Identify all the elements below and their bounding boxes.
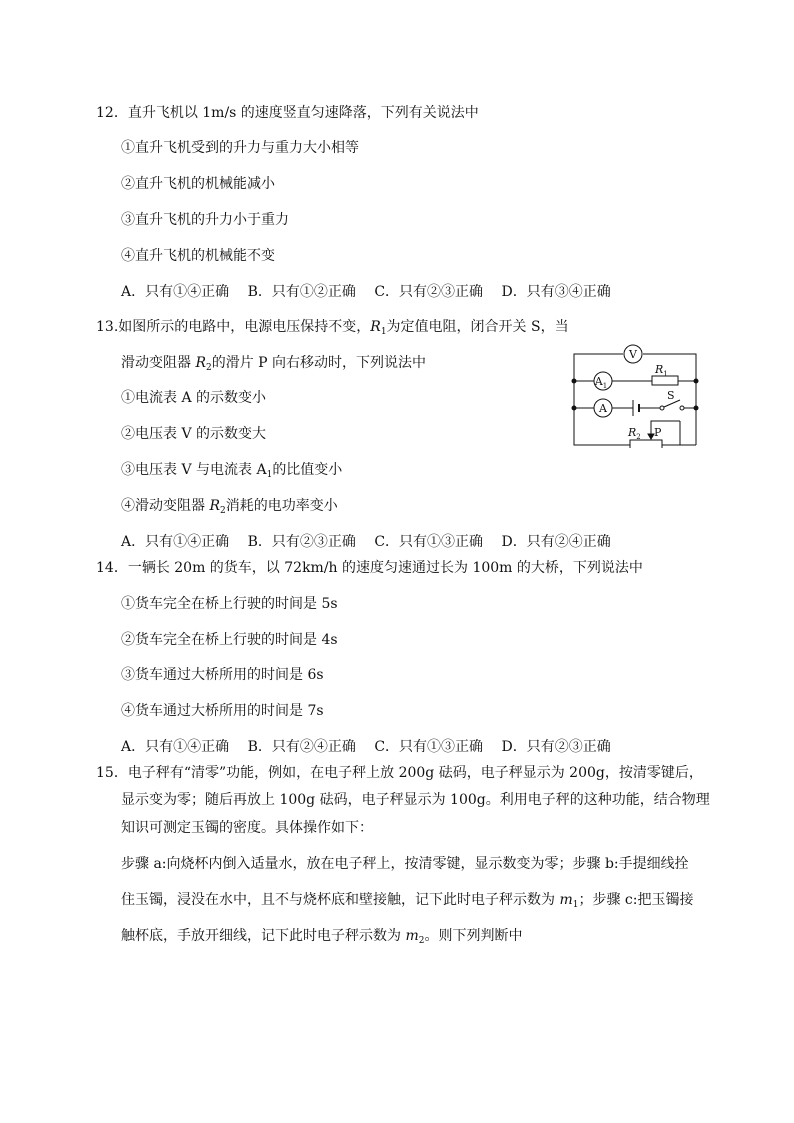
voltmeter-label: V: [629, 348, 637, 361]
q13-choice-a: A．只有①④正确: [121, 534, 230, 550]
q13-item-2: ②电压表 V 的示数变大: [121, 426, 267, 442]
q13-choices: [121, 532, 625, 552]
slider-label: P: [654, 426, 662, 439]
q13-line2-part2: 的滑片 P 向右移动时，下列说法中: [211, 355, 427, 371]
q15-line-5: [121, 890, 693, 915]
q13-stem-part2: 为定值电阻，闭合开关 S，当: [386, 319, 569, 335]
rheostat-label: [627, 426, 641, 441]
q14-stem: 14．一辆长 20m 的货车，以 72km/h 的速度匀速通过长为 100m 的大桥，下列说法中: [96, 560, 643, 576]
q13-choice-b: B．只有②③正确: [247, 534, 356, 550]
q13-r1-sub: 1: [380, 327, 387, 337]
switch-label: S: [667, 389, 675, 402]
circuit-diagram: [566, 343, 701, 448]
ammeter-a1-sub: 1: [602, 382, 608, 390]
q15-line5-part2: ；步骤 c:把玉镯接: [578, 892, 694, 908]
q15-m1-symbol: m: [559, 892, 573, 908]
q13-r1-symbol: R: [370, 319, 381, 335]
q12-choice-c: C．只有②③正确: [374, 284, 484, 300]
q13-r2-symbol: R: [195, 355, 206, 371]
q14-choice-b: B．只有②④正确: [247, 739, 356, 755]
q14-item-1: ①货车完全在桥上行驶的时间是 5s: [121, 596, 338, 612]
q15-line-4: 步骤 a:向烧杯内倒入适量水，放在电子秤上，按清零键，显示数变为零；步骤 b:手提细线拴: [121, 856, 689, 872]
q15-line-6: [121, 926, 522, 951]
q15-line6-part2: 。则下列判断中: [424, 928, 523, 944]
resistor-r1-letter: R: [655, 363, 664, 376]
q12-choice-d: D．只有③④正确: [501, 284, 611, 300]
q13-item-1: ①电流表 A 的示数变小: [121, 390, 267, 406]
q12-item-1: ①直升飞机受到的升力与重力大小相等: [121, 140, 359, 156]
q13-line2-part1: 滑动变阻器: [121, 355, 196, 371]
q14-choice-d: D．只有②③正确: [501, 739, 611, 755]
q15-line-1: 15．电子秤有“清零”功能，例如，在电子秤上放 200g 砝码，电子秤显示为 200g，按清零键后，: [96, 765, 703, 781]
q13-item4-r2-sub: 2: [220, 506, 226, 516]
switch-pivot: [660, 406, 664, 410]
q13-item3-sub: 1: [266, 470, 273, 480]
rheostat-letter: R: [628, 426, 637, 439]
rheostat-r2: [630, 440, 662, 448]
q13-line2: [121, 353, 426, 378]
q15-m2-sub: 2: [418, 936, 425, 946]
rheostat-sub: 2: [636, 433, 641, 441]
q13-item-3: [121, 460, 342, 485]
q12-item-4: ④直升飞机的机械能不变: [121, 248, 275, 264]
q13-stem-part1: 13.如图所示的电路中，电源电压保持不变，: [96, 319, 371, 335]
q13-item4-part1: ④滑动变阻器: [121, 498, 210, 514]
q12-stem: 12．直升飞机以 1m/s 的速度竖直匀速降落，下列有关说法中: [96, 105, 479, 121]
q13-item3-part1: ③电压表 V 与电流表 A: [121, 462, 267, 478]
q14-choices: [121, 737, 625, 757]
q13-stem: [96, 317, 569, 342]
q12-choices: [121, 282, 625, 302]
q12-choice-a: A．只有①④正确: [121, 284, 230, 300]
q14-choice-a: A．只有①④正确: [121, 739, 230, 755]
q13-item-4: [121, 496, 338, 521]
q14-item-3: ③货车通过大桥所用的时间是 6s: [121, 667, 324, 683]
q15-line-3: 知识可测定玉镯的密度。具体操作如下：: [121, 820, 373, 836]
q13-r2-sub: 2: [206, 363, 212, 373]
ammeter-a1-letter: A: [594, 375, 603, 388]
q13-item4-part2: 消耗的电功率变小: [225, 498, 338, 514]
q12-choice-b: B．只有①②正确: [247, 284, 356, 300]
q15-line6-part1: 触杯底，手放开细线，记下此时电子秤示数为: [121, 928, 406, 944]
q14-choice-c: C．只有①③正确: [374, 739, 484, 755]
q12-item-3: ③直升飞机的升力小于重力: [121, 212, 289, 228]
resistor-r1-label: [654, 363, 668, 378]
ammeter-a-label: A: [599, 402, 607, 415]
resistor-r1-sub: 1: [663, 370, 668, 378]
q13-item3-part2: 的比值变小: [272, 462, 343, 478]
q15-m2-symbol: m: [405, 928, 419, 944]
q13-item4-r2-symbol: R: [209, 498, 220, 514]
q15-m1-sub: 1: [572, 900, 579, 910]
q15-line-2: 显示变为零；随后再放上 100g 砝码，电子秤显示为 100g。利用电子秤的这种功能，结合物理: [121, 792, 710, 808]
switch-contact: [680, 406, 684, 410]
q15-line5-part1: 住玉镯，浸没在水中，且不与烧杯底和壁接触，记下此时电子秤示数为: [121, 892, 560, 908]
q13-choice-c: C．只有①③正确: [374, 534, 484, 550]
q14-item-4: ④货车通过大桥所用的时间是 7s: [121, 703, 324, 719]
q13-choice-d: D．只有②④正确: [501, 534, 611, 550]
q12-item-2: ②直升飞机的机械能减小: [121, 176, 275, 192]
q14-item-2: ②货车完全在桥上行驶的时间是 4s: [121, 632, 338, 648]
